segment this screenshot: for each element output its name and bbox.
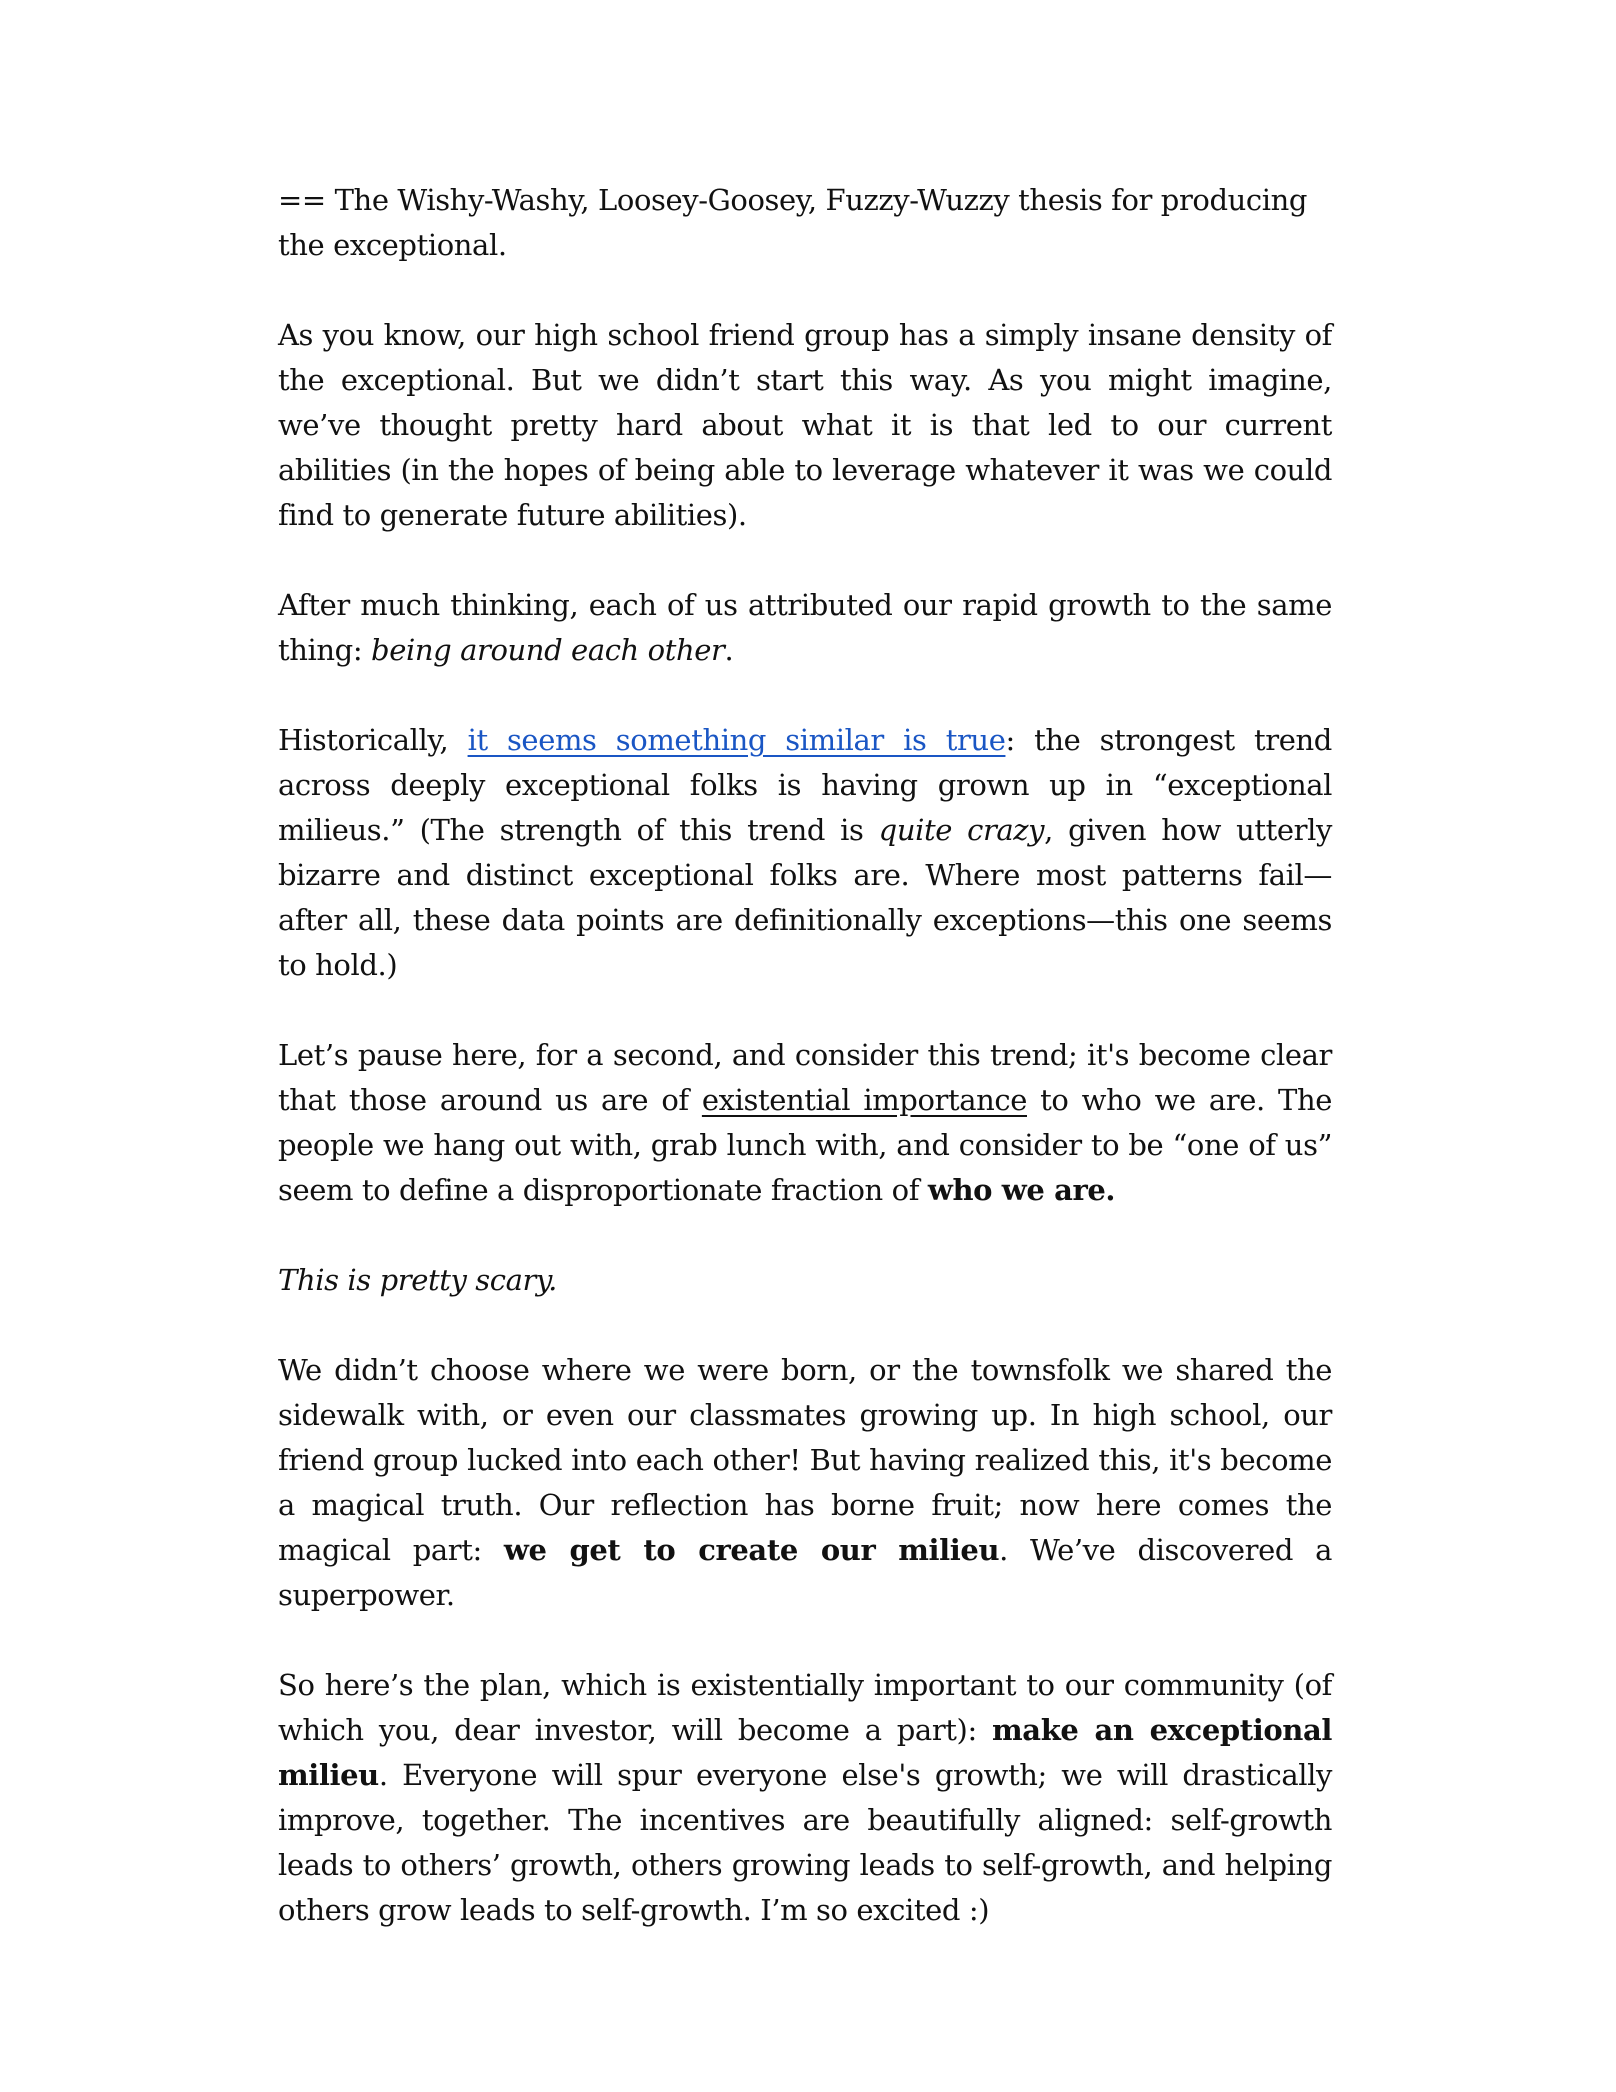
paragraph-pause (278, 1033, 1332, 1213)
paragraph-plan (278, 1663, 1332, 1933)
paragraph-text: to who we are. The people we hang out with, grab lunch with, and consider to be “one of us” seem to define a disproportionate fraction of (278, 1083, 1332, 1207)
paragraph-attribution (278, 583, 1332, 673)
paragraph-text: . Everyone will spur everyone else's growth; we will drastically improve, together. The incentives are beautifully aligned: self-growth leads to others’ growth, others growing leads to self-growth, and helping others grow leads to self-growth. I’m so excited :) (278, 1758, 1332, 1927)
bold-text: make an exceptional milieu (278, 1713, 1332, 1792)
emphasis-text: quite crazy (878, 813, 1045, 847)
paragraph-text: Historically, (278, 723, 468, 757)
paragraph-scary (278, 1258, 1332, 1303)
bold-text: we get to create our milieu (503, 1533, 1000, 1567)
paragraph-text: As you know, our high school friend group has a simply insane density of the exceptional. But we didn’t start this way. As you might imagine, we’ve thought pretty hard about what it is that led to our current abilities (in the hopes of being able to leverage whatever it was we could find to generate future abilities). (278, 318, 1332, 532)
paragraph-text: After much thinking, each of us attributed our rapid growth to the same thing: (278, 588, 1332, 667)
underlined-text: existential importance (701, 1083, 1027, 1117)
emphasis-text: being around each other (371, 633, 725, 667)
paragraph-text: Let’s pause here, for a second, and consider this trend; it's become clear that those around us are of (278, 1038, 1332, 1117)
paragraph-historical (278, 718, 1332, 988)
document-heading (278, 178, 1332, 268)
paragraph-text: . We’ve discovered a superpower. (278, 1533, 1332, 1612)
paragraph-text: , given how utterly bizarre and distinct exceptional folks are. Where most patterns fail—after all, these data points are definitionally exceptions—this one seems to hold.) (278, 813, 1332, 982)
paragraph-text: : the strongest trend across deeply exceptional folks is having grown up in “exceptional milieus.” (The strength of this trend is (278, 723, 1332, 847)
document-page (278, 178, 1332, 1978)
paragraph-text: So here’s the plan, which is existentially important to our community (of which you, dear investor, will become a part): (278, 1668, 1332, 1747)
bold-text: who we are. (927, 1173, 1116, 1207)
paragraph-text: . (724, 633, 734, 667)
similar-is-true-link[interactable]: it seems something similar is true (467, 723, 1006, 757)
paragraph-text: We didn’t choose where we were born, or the townsfolk we shared the sidewalk with, or even our classmates growing up. In high school, our friend group lucked into each other! But having realized this, it's become a magical truth. Our reflection has borne fruit; now here comes the magical part: (278, 1353, 1332, 1567)
emphasis-text: This is pretty scary. (278, 1263, 557, 1297)
paragraph-intro (278, 313, 1332, 538)
paragraph-superpower (278, 1348, 1332, 1618)
heading-text: == The Wishy-Washy, Loosey-Goosey, Fuzzy-Wuzzy thesis for producing the exceptional. (278, 183, 1308, 262)
